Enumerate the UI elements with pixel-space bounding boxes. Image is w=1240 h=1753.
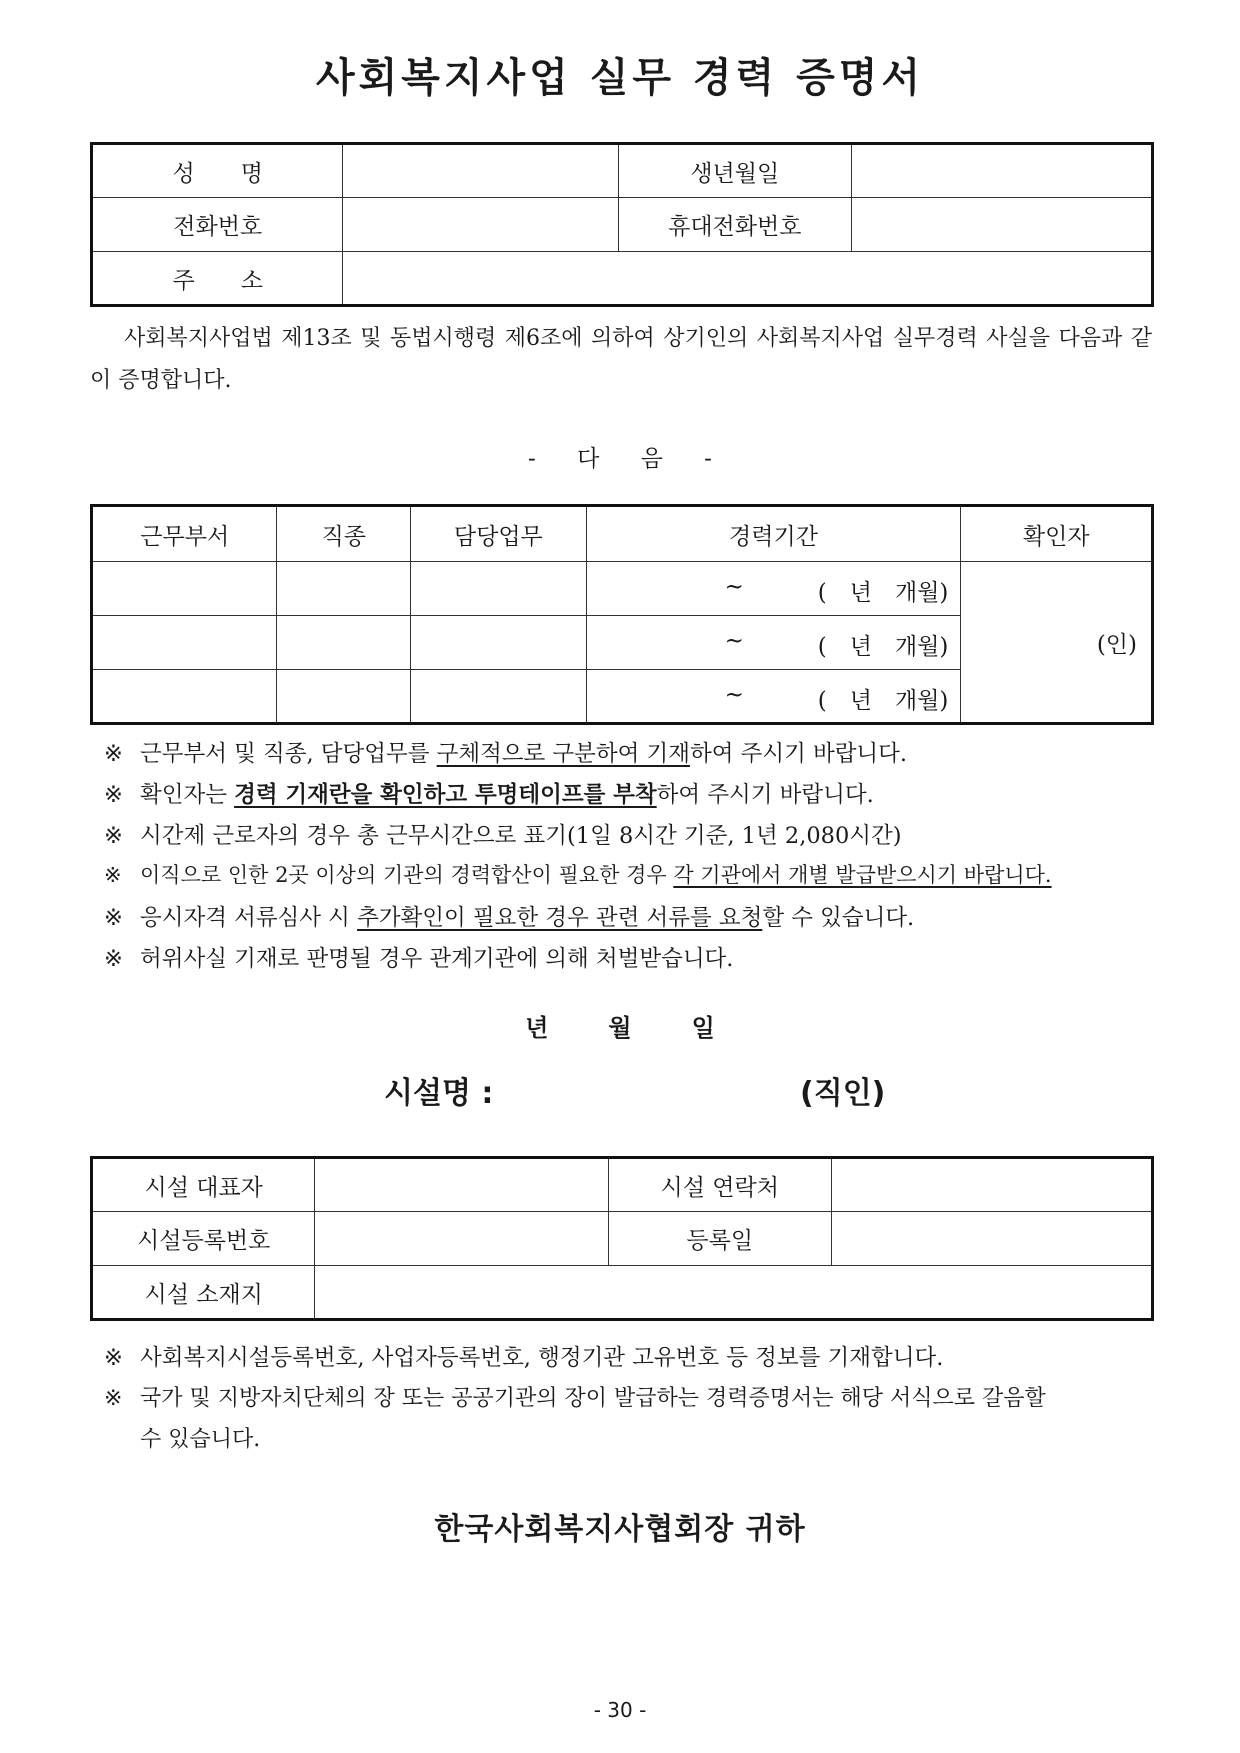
note-5: ※ 응시자격 서류심사 시 추가확인이 필요한 경우 관련 서류를 요청할 수 있습니다. — [104, 905, 915, 931]
phone-label: 전화번호 — [92, 198, 343, 252]
facility-contact-label: 시설 연락처 — [608, 1158, 831, 1212]
bottom-note-2: ※ 국가 및 지방자치단체의 장 또는 공공기관의 장이 발급하는 경력증명서는 해당 서식으로 갈음할 — [104, 1386, 1046, 1411]
facility-reg-no-field[interactable] — [315, 1212, 608, 1266]
period-duration: ( 년 개월) — [817, 688, 949, 714]
note-2: ※ 확인자는 경력 기재란을 확인하고 투명테이프를 부착하여 주시기 바랍니다. — [104, 782, 874, 808]
duty-cell[interactable] — [411, 670, 586, 724]
note-mark: ※ — [104, 1386, 123, 1411]
personal-info-table — [90, 142, 1154, 307]
period-tilde: ~ — [724, 682, 744, 708]
note-6: ※ 허위사실 기재로 판명될 경우 관계기관에 의해 처벌받습니다. — [104, 946, 734, 972]
date-year: 년 — [525, 1013, 549, 1042]
header-period: 경력기간 — [586, 506, 961, 562]
period-duration: ( 년 개월) — [817, 580, 949, 606]
note-mark: ※ — [104, 946, 123, 972]
phone-field[interactable] — [343, 198, 618, 252]
header-duty: 담당업무 — [411, 506, 586, 562]
department-cell[interactable] — [92, 616, 277, 670]
name-field[interactable] — [343, 144, 618, 198]
duty-cell[interactable] — [411, 562, 586, 616]
addressee: 한국사회복지사협회장 귀하 — [434, 1512, 806, 1547]
header-job-type: 직종 — [277, 506, 411, 562]
address-label: 주 소 — [92, 252, 343, 306]
period-tilde: ~ — [724, 574, 744, 600]
note-mark: ※ — [104, 823, 123, 849]
period-cell[interactable] — [586, 562, 961, 616]
note-4: ※ 이직으로 인한 2곳 이상의 기관의 경력합산이 필요한 경우 각 기관에서 개별 발급받으시기 바랍니다. — [104, 863, 1052, 887]
header-confirmer: 확인자 — [961, 506, 1153, 562]
facility-location-field[interactable] — [315, 1266, 1153, 1320]
birth-label: 생년월일 — [618, 144, 851, 198]
facility-table — [90, 1156, 1154, 1321]
note-mark: ※ — [104, 905, 123, 931]
job-type-cell[interactable] — [277, 670, 411, 724]
facility-reg-date-label: 등록일 — [608, 1212, 831, 1266]
job-type-cell[interactable] — [277, 616, 411, 670]
department-cell[interactable] — [92, 670, 277, 724]
period-cell[interactable] — [586, 616, 961, 670]
duty-cell[interactable] — [411, 616, 586, 670]
note-1: ※ 근무부서 및 직종, 담당업무를 구체적으로 구분하여 기재하여 주시기 바랍니다. — [104, 741, 908, 767]
period-tilde: ~ — [724, 628, 744, 654]
facility-seal: (직인) — [800, 1076, 886, 1111]
bottom-note-2-cont: 수 있습니다. — [140, 1427, 261, 1452]
section-heading: - 다 음 - — [528, 446, 712, 472]
intro-paragraph: 사회복지사업법 제13조 및 동법시행령 제6조에 의하여 상기인의 사회복지사업 실무경력 사실을 다음과 같이 증명합니다. — [90, 326, 1152, 393]
department-cell[interactable] — [92, 562, 277, 616]
mobile-field[interactable] — [851, 198, 1152, 252]
note-mark: ※ — [104, 782, 123, 808]
confirmer-seal: (인) — [1096, 631, 1137, 658]
facility-reg-no-label: 시설등록번호 — [92, 1212, 315, 1266]
table-row — [92, 562, 1153, 616]
facility-rep-label: 시설 대표자 — [92, 1158, 315, 1212]
page-title: 사회복지사업 실무 경력 증명서 — [315, 55, 925, 101]
mobile-label: 휴대전화번호 — [618, 198, 851, 252]
confirmer-cell[interactable] — [961, 562, 1153, 724]
date-day: 일 — [691, 1013, 715, 1042]
birth-field[interactable] — [851, 144, 1152, 198]
header-department: 근무부서 — [92, 506, 277, 562]
note-mark: ※ — [104, 863, 122, 887]
date-month: 월 — [608, 1013, 632, 1042]
note-3: ※ 시간제 근로자의 경우 총 근무시간으로 표기(1일 8시간 기준, 1년 2,080시간) — [104, 823, 902, 849]
period-duration: ( 년 개월) — [817, 634, 949, 660]
facility-reg-date-field[interactable] — [831, 1212, 1152, 1266]
page-number: - 30 - — [593, 1698, 647, 1722]
facility-location-label: 시설 소재지 — [92, 1266, 315, 1320]
note-mark: ※ — [104, 741, 123, 767]
note-mark: ※ — [104, 1345, 123, 1371]
address-field[interactable] — [343, 252, 1153, 306]
facility-rep-field[interactable] — [315, 1158, 608, 1212]
bottom-note-1: ※ 사회복지시설등록번호, 사업자등록번호, 행정기관 고유번호 등 정보를 기재합니다. — [104, 1345, 944, 1371]
career-table — [90, 504, 1154, 725]
name-label: 성 명 — [92, 144, 343, 198]
facility-contact-field[interactable] — [831, 1158, 1152, 1212]
job-type-cell[interactable] — [277, 562, 411, 616]
facility-name-label: 시설명 : — [384, 1076, 494, 1111]
period-cell[interactable] — [586, 670, 961, 724]
issue-date — [0, 1008, 1240, 1043]
